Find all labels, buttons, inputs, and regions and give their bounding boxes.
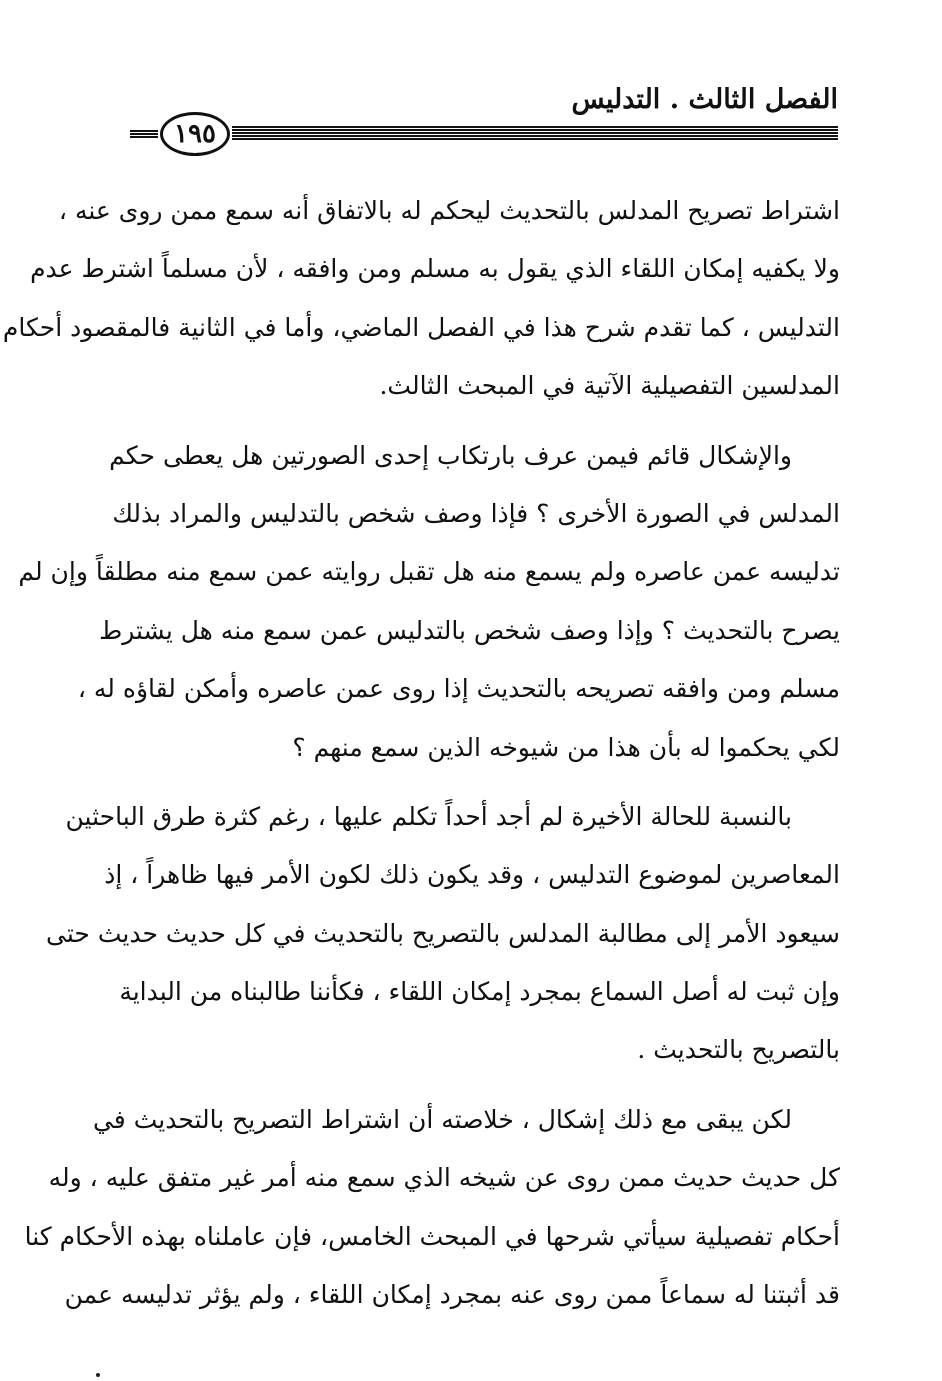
text-line: المدلسين التفصيلية الآتية في المبحث الثالث. [379, 371, 840, 401]
text-line: كل حديث حديث ممن روى عن شيخه الذي سمع منه أمر غير متفق عليه ، وله [48, 1163, 840, 1193]
text-line: بالنسبة للحالة الأخيرة لم أجد أحداً تكلم عليها ، رغم كثرة طرق الباحثين [65, 801, 792, 831]
text-line: أحكام تفصيلية سيأتي شرحها في المبحث الخامس، فإن عاملناه بهذه الأحكام كنا [24, 1221, 840, 1251]
paragraph [18, 427, 840, 777]
text-line: وإن ثبت له أصل السماع بمجرد إمكان اللقاء ، فكأننا طالبناه من البداية [119, 977, 840, 1007]
text-line: المعاصرين لموضوع التدليس ، وقد يكون ذلك لكون الأمر فيها ظاهراً ، إذ [104, 860, 840, 890]
text-line: تدليسه عمن عاصره ولم يسمع منه هل تقبل روايته عمن سمع منه مطلقاً وإن لم [18, 557, 840, 587]
text-line: لكن يبقى مع ذلك إشكال ، خلاصته أن اشتراط التصريح بالتحديث في [92, 1104, 792, 1134]
text-line: سيعود الأمر إلى مطالبة المدلس بالتصريح بالتحديث في كل حديث حديث حتى [46, 918, 840, 948]
header-rule-left [130, 130, 158, 138]
paragraph [2, 182, 840, 416]
text-line: مسلم ومن وافقه تصريحه بالتحديث إذا روى عمن عاصره وأمكن لقاؤه له ، [77, 674, 840, 704]
header-rule [232, 126, 838, 140]
paragraph [46, 788, 840, 1080]
text-line: يصرح بالتحديث ؟ وإذا وصف شخص بالتدليس عمن سمع منه هل يشترط [99, 615, 840, 645]
text-line: اشتراط تصريح المدلس بالتحديث ليحكم له بالاتفاق أنه سمع ممن روى عنه ، [58, 196, 840, 225]
text-line: بالتصريح بالتحديث . [637, 1035, 840, 1065]
chapter-title: الفصل الثالث . التدليس [571, 84, 838, 115]
text-line: التدليس ، كما تقدم شرح هذا في الفصل الماضي، وأما في الثانية فالمقصود أحكام [2, 312, 840, 342]
text-line: والإشكال قائم فيمن عرف بارتكاب إحدى الصورتين هل يعطى حكم [109, 440, 792, 470]
scan-speck [96, 1373, 100, 1377]
text-line: قد أثبتنا له سماعاً ممن روى عنه بمجرد إمكان اللقاء ، ولم يؤثر تدليسه عمن [64, 1280, 840, 1310]
text-line: لكي يحكموا له بأن هذا من شيوخه الذين سمع منهم ؟ [292, 732, 840, 762]
page-number: ١٩٥ [160, 112, 230, 156]
text-line: ولا يكفيه إمكان اللقاء الذي يقول به مسلم ومن وافقه ، لأن مسلماً اشترط عدم [30, 254, 840, 284]
body-text [2, 182, 840, 1324]
text-line: المدلس في الصورة الأخرى ؟ فإذا وصف شخص بالتدليس والمراد بذلك [112, 498, 840, 528]
paragraph [24, 1091, 840, 1325]
